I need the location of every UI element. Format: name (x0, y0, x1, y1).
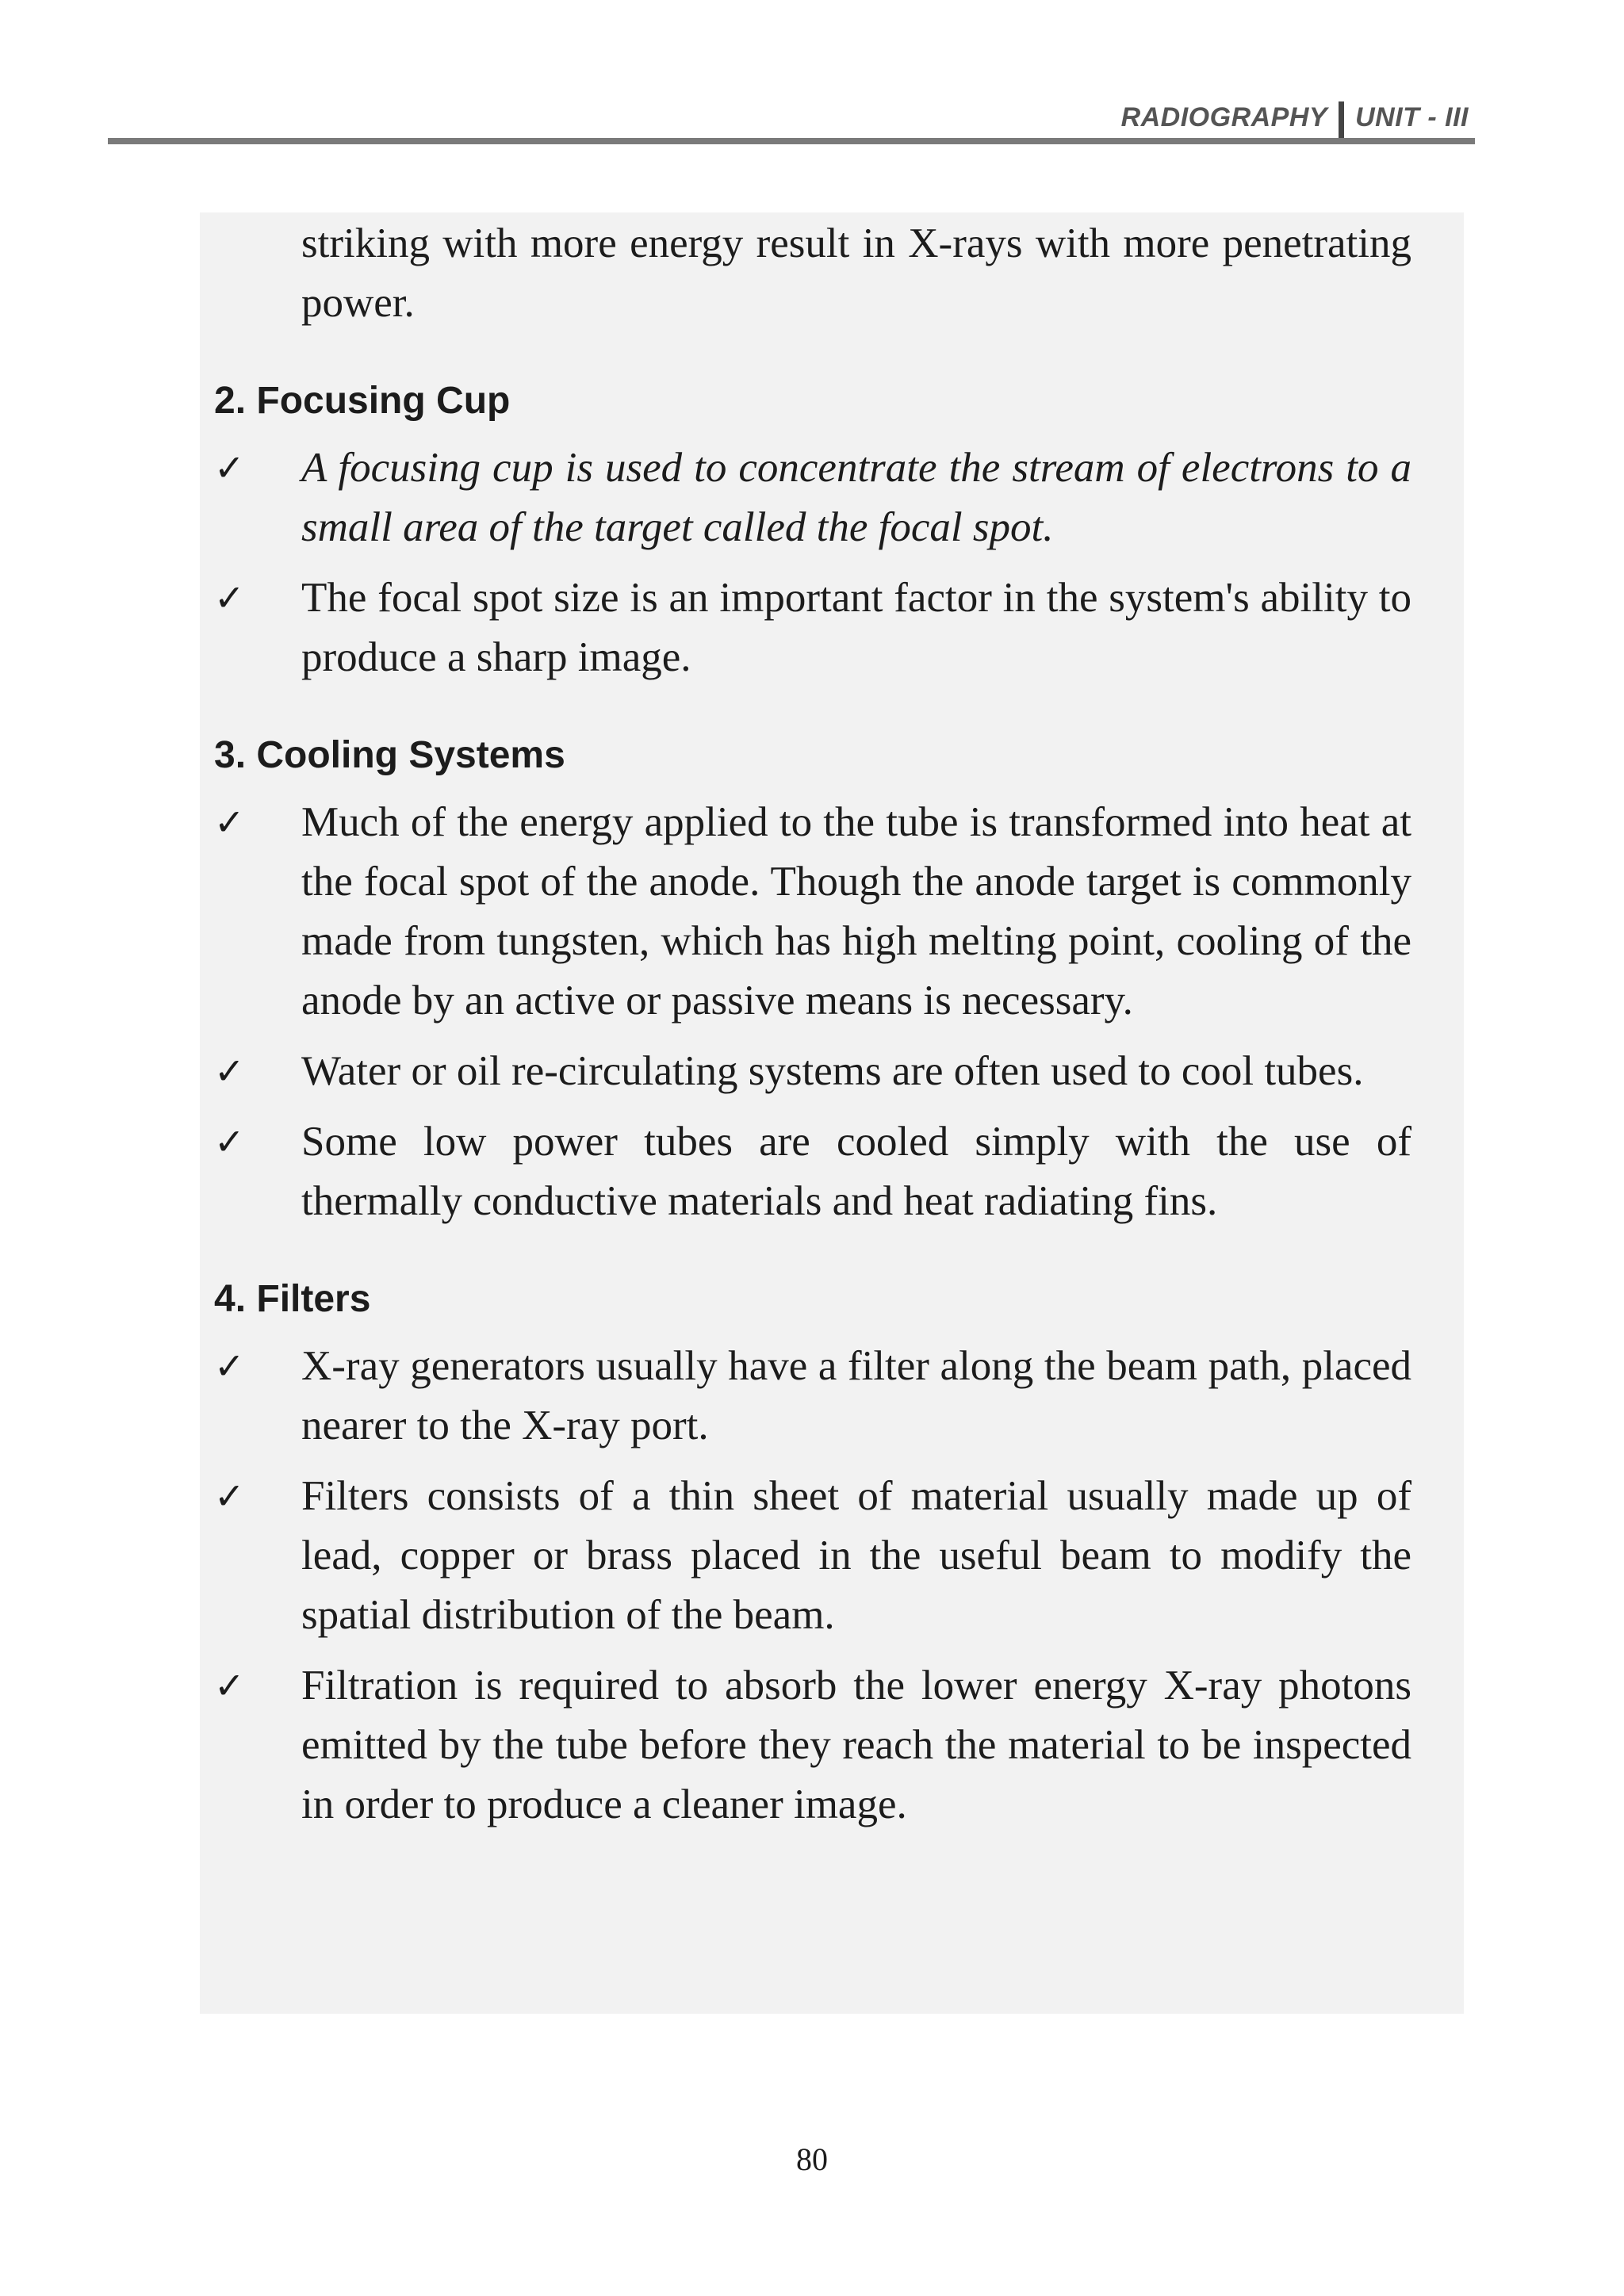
header-title: RADIOGRAPHY (1120, 101, 1328, 132)
checkmark-icon: ✓ (214, 578, 245, 618)
checkmark-icon: ✓ (214, 1346, 245, 1387)
section-cooling-systems (214, 725, 1411, 1231)
list-item (214, 1656, 1411, 1835)
page-number: 80 (796, 2141, 828, 2177)
list-item-text: A focusing cup is used to concentrate the stream of electrons to a small area of the target called the focal spot. (301, 445, 1411, 550)
list-item-text: Much of the energy applied to the tube is transformed into heat at the focal spot of the anode. Though the anode target is commonly made from tungsten, which has high melting point, cooling of the anode by an active or passive means is necessary. (301, 799, 1411, 1024)
section-heading: 3. Cooling Systems (214, 734, 565, 776)
list-item-text: The focal spot size is an important factor in the system's ability to produce a sharp image. (301, 575, 1411, 680)
checkmark-icon: ✓ (214, 802, 245, 843)
section-focusing-cup (214, 371, 1411, 687)
section-filters (214, 1269, 1411, 1835)
checkmark-icon: ✓ (214, 1476, 245, 1517)
checkmark-icon: ✓ (214, 1051, 245, 1092)
checkmark-icon: ✓ (214, 448, 245, 488)
header-separator (1339, 101, 1344, 143)
list-item-text: X-ray generators usually have a filter along the beam path, placed nearer to the X-ray port. (301, 1343, 1411, 1448)
list-item (214, 793, 1411, 1031)
checkmark-icon: ✓ (214, 1122, 245, 1162)
section-heading: 4. Filters (214, 1278, 371, 1320)
checkmark-icon: ✓ (214, 1666, 245, 1706)
list-item (214, 1337, 1411, 1456)
list-item (214, 438, 1411, 557)
page-content (214, 214, 1411, 1846)
section-heading: 2. Focusing Cup (214, 380, 511, 422)
list-item (214, 1467, 1411, 1645)
running-header (1121, 97, 1469, 138)
list-item-text: Filters consists of a thin sheet of material usually made up of lead, copper or brass placed in the useful beam to modify the spatial distribution of the beam. (301, 1473, 1411, 1638)
list-item (214, 1042, 1411, 1101)
list-item-text: Filtration is required to absorb the lower energy X-ray photons emitted by the tube before they reach the material to be inspected in order to produce a cleaner image. (301, 1663, 1411, 1827)
intro-paragraph: striking with more energy result in X-rays with more penetrating power. (301, 220, 1411, 326)
list-item (214, 568, 1411, 687)
list-item (214, 1112, 1411, 1231)
header-unit: UNIT - III (1355, 101, 1469, 132)
list-item-text: Water or oil re-circulating systems are often used to cool tubes. (301, 1048, 1364, 1094)
header-rule (108, 138, 1475, 144)
list-item-text: Some low power tubes are cooled simply with the use of thermally conductive materials and heat radiating fins. (301, 1119, 1411, 1224)
